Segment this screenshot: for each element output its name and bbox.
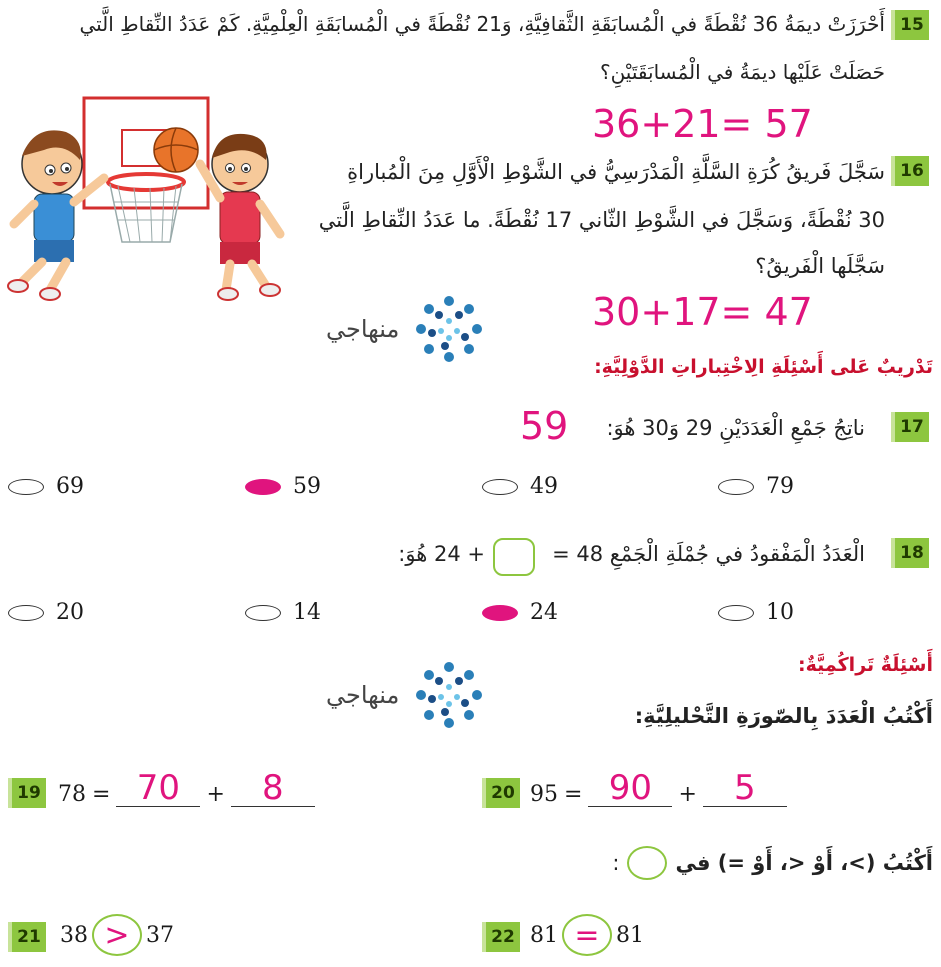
q15-answer: 36+21= 57 <box>592 102 813 146</box>
q17-option-1[interactable] <box>718 474 794 499</box>
question-number-18: 18 <box>891 538 929 568</box>
q19-equation <box>58 770 315 807</box>
question-number-16: 16 <box>891 156 929 186</box>
instruction-expanded-form: أَكْتُبُ الْعَدَدَ بِالصّورَةِ التَّحْليلِيَّةِ: <box>634 704 933 728</box>
q15-text-line1: أَحْرَزَتْ ديمَةُ 36 نُقْطَةً في الْمُسابَقَةِ الثَّقافِيَّةِ، وَ21 نُقْطَةً في الْمُسابَقَةِ الْعِلْمِيَّةِ. كَمْ عَدَدُ النِّقاطِ الَّتي <box>79 12 885 36</box>
instruction-compare <box>612 846 933 880</box>
q18-option-2[interactable] <box>482 600 558 625</box>
section-title-cumulative: أَسْئِلَةٌ تَراكُمِيَّةٌ: <box>798 654 933 676</box>
q17-option-3[interactable] <box>245 474 321 499</box>
q19-plus: + <box>206 782 225 807</box>
q20-number: 95 <box>530 782 558 807</box>
manhaji-logo-2 <box>326 660 489 730</box>
q19-equals: = <box>92 782 111 807</box>
q16-answer: 30+17= 47 <box>592 290 813 334</box>
q18-missing-number-box <box>493 538 535 576</box>
q18-option-2-label: 24 <box>530 600 558 625</box>
q22-left: 81 <box>530 922 558 948</box>
q18-text-after: + 24 هُوَ: <box>398 542 485 566</box>
manhaji-logo <box>326 294 489 364</box>
q18-option-2-radio-selected[interactable] <box>482 605 518 621</box>
q18-option-4-radio[interactable] <box>8 605 44 621</box>
q18-option-1[interactable] <box>718 600 794 625</box>
q17-option-4-label: 69 <box>56 474 84 499</box>
q18-option-4[interactable] <box>8 600 84 625</box>
basketball-players-illustration <box>4 94 294 310</box>
q21-answer-circle[interactable]: > <box>92 914 142 956</box>
q17-option-4-radio[interactable] <box>8 479 44 495</box>
q16-text-line1: سَجَّلَ فَريقُ كُرَةِ السَّلَّةِ الْمَدْرَسِيُّ في الشَّوْطِ الْأَوَّلِ مِنَ الْمُباراةِ <box>347 160 885 184</box>
q21-left: 38 <box>60 922 88 948</box>
question-number-15: 15 <box>891 10 929 40</box>
q17-text: ناتِجُ جَمْعِ الْعَدَدَيْنِ 29 وَ30 هُوَ: <box>606 416 865 440</box>
q15-text-line2: حَصَلَتْ عَلَيْها ديمَةُ في الْمُسابَقَتَيْنِ؟ <box>599 60 885 84</box>
q22-answer-circle[interactable]: = <box>562 914 612 956</box>
q18-option-1-label: 10 <box>766 600 794 625</box>
q20-equation <box>530 770 787 807</box>
q17-option-4[interactable] <box>8 474 84 499</box>
q20-equals: = <box>564 782 583 807</box>
q17-option-3-radio-selected[interactable] <box>245 479 281 495</box>
instruction-compare-colon: : <box>612 851 620 875</box>
instruction-compare-text: أَكْتُبُ (>، أَوْ <، أَوْ =) في <box>675 851 933 875</box>
q21-comparison <box>60 914 174 956</box>
question-number-20: 20 <box>482 778 520 808</box>
q19-number: 78 <box>58 782 86 807</box>
q17-option-3-label: 59 <box>293 474 321 499</box>
q17-option-1-radio[interactable] <box>718 479 754 495</box>
q17-option-2-label: 49 <box>530 474 558 499</box>
q18-option-4-label: 20 <box>56 600 84 625</box>
q18-option-3-label: 14 <box>293 600 321 625</box>
q19-ones-blank[interactable]: 8 <box>231 770 315 807</box>
section-title-international-tests: تَدْريبٌ عَلى أَسْئِلَةِ الِاخْتِباراتِ الدَّوْلِيَّةِ: <box>594 356 933 378</box>
question-number-19: 19 <box>8 778 46 808</box>
q18-option-3[interactable] <box>245 600 321 625</box>
q17-answer: 59 <box>520 404 569 448</box>
q20-plus: + <box>678 782 697 807</box>
logo-text: منهاجي <box>326 315 400 343</box>
q17-option-2-radio[interactable] <box>482 479 518 495</box>
q20-tens-blank[interactable]: 90 <box>588 770 672 807</box>
question-number-22: 22 <box>482 922 520 952</box>
logo-flower-icon <box>409 294 489 364</box>
q18-option-3-radio[interactable] <box>245 605 281 621</box>
q20-ones-blank[interactable]: 5 <box>703 770 787 807</box>
logo-text-2: منهاجي <box>326 681 400 709</box>
q22-right: 81 <box>616 922 644 948</box>
q22-comparison <box>530 914 644 956</box>
q18-text-before: الْعَدَدُ الْمَفْقودُ في جُمْلَةِ الْجَمْعِ 48 = <box>552 542 865 566</box>
q16-text-line3: سَجَّلَها الْفَريقُ؟ <box>755 254 885 278</box>
q16-text-line2: 30 نُقْطَةً، وَسَجَّلَ في الشَّوْطِ الثّاني 17 نُقْطَةً. ما عَدَدُ النِّقاطِ الَّتي <box>318 208 885 232</box>
q17-option-1-label: 79 <box>766 474 794 499</box>
question-number-17: 17 <box>891 412 929 442</box>
instruction-compare-circle <box>627 846 667 880</box>
logo-flower-icon-2 <box>409 660 489 730</box>
q19-tens-blank[interactable]: 70 <box>116 770 200 807</box>
question-number-21: 21 <box>8 922 46 952</box>
q17-option-2[interactable] <box>482 474 558 499</box>
q18-option-1-radio[interactable] <box>718 605 754 621</box>
q21-right: 37 <box>146 922 174 948</box>
